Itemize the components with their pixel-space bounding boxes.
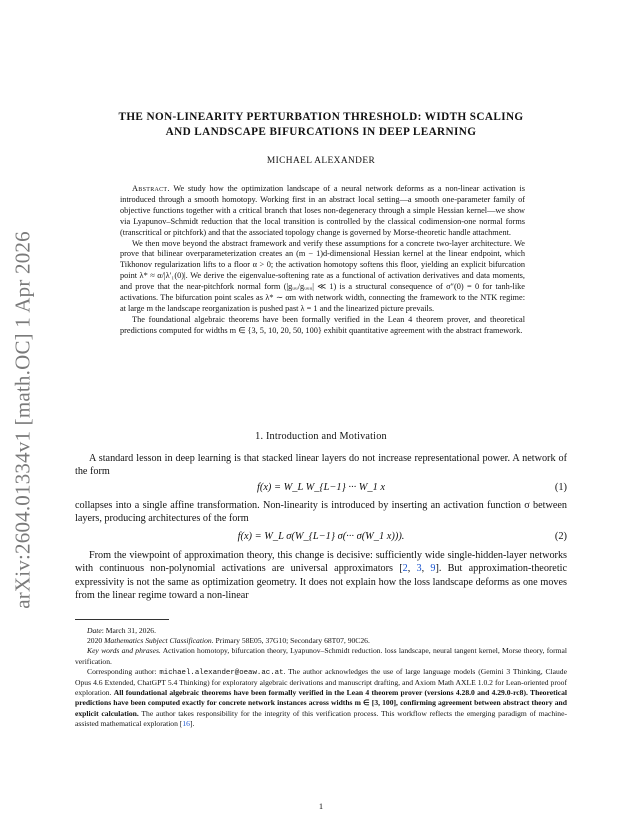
section-heading: 1. Introduction and Motivation (255, 431, 387, 442)
date-label: Date (87, 626, 102, 635)
citation-separator-1: , (407, 563, 417, 575)
author-name: MICHAEL ALEXANDER (266, 156, 376, 166)
footnote-keywords (75, 646, 567, 666)
intro-paragraph-3 (75, 549, 567, 602)
intro-text-3b: ]. But approximation-theoretic expressivity is not the same as optimization geometry. It does not explain how the loss landscape deforms as one moves from the linear regime toward a non-linear (75, 563, 568, 601)
citation-link-9[interactable]: 9 (430, 563, 436, 575)
footnotes (75, 626, 567, 729)
abstract-paragraph-3: The foundational algebraic theorems have been formally verified in the Lean 4 theorem prover, and theoretical predictions computed for widths m ∈ {3, 5, 10, 20, 50, 100} exhibit quantitative agreement with the abstract framework. (120, 314, 525, 335)
msc-label: Mathematics Subject Classification. (104, 636, 214, 646)
abstract-paragraph-1 (120, 184, 525, 239)
abstract (120, 184, 525, 337)
equation-1-expression: f(x) = W_L W_{L−1} ··· W_1 x (256, 482, 386, 493)
intro-text-2: collapses into a single affine transformation. Non-linearity is introduced by inserting an activation function σ between layers, producing architectures of the form (75, 500, 567, 525)
equation-2-expression: f(x) = W_L σ(W_{L−1} σ(··· σ(W_1 x))). (237, 531, 405, 542)
title-line-1: THE NON-LINEARITY PERTURBATION THRESHOLD: WIDTH SCALING (118, 111, 524, 123)
intro-text-1: A standard lesson in deep learning is that stacked linear layers do not increase representational power. A network of the form (75, 453, 567, 478)
intro-paragraph-1 (75, 452, 567, 479)
equation-2-number: (2) (554, 531, 567, 542)
msc-value: Primary 58E05, 37G10; Secondary 68T07, 90C26. (213, 636, 370, 646)
abstract-text-1: We study how the optimization landscape of a neural network deforms as a non-linear activation is introduced through a smooth homotopy. Working first in an abstract local setting—a smooth one-parameter family of objective functions together with a critical branch that loses non-degeneracy through a simple Hessian kernel—we show via Lyapunov–Schmidt reduction that the local transition is controlled by the classical codimension-one normal forms (transcritical or pitchfork) and that the associated topology change is governed by Morse-theoretic handle attachment. (120, 184, 525, 237)
footnote-corresponding (75, 667, 567, 729)
intro-text-3a: From the viewpoint of approximation theory, this change is decisive: sufficiently wide single-hidden-layer networks with continuous non-polynomial activations are universal approximators [ (75, 550, 567, 575)
citation-separator-2: , (421, 563, 431, 575)
intro-paragraph-2 (75, 499, 567, 526)
title-line-2: AND LANDSCAPE BIFURCATIONS IN DEEP LEARNING (165, 126, 477, 138)
author-email-link[interactable]: michael.alexander@oeaw.ac.at (159, 668, 284, 677)
keywords-value: Activation homotopy, bifurcation theory, Lyapunov–Schmidt reduction. loss landscape, neural tangent kernel, Morse theory, formal verification. (75, 646, 567, 666)
page-number: 1 (318, 801, 324, 811)
date-value: : March 31, 2026. (101, 626, 156, 635)
footnote-msc (75, 636, 567, 646)
citation-link-2[interactable]: 2 (402, 563, 408, 575)
msc-prefix: 2020 (87, 636, 105, 646)
abstract-paragraph-2: We then move beyond the abstract framework and verify these assumptions for a concrete two-layer architecture. We prove that bilinear overparameterization creates an (m − 1)d-dimensional Hessian kernel at the linear endpoint, which Tikhonov regularization lifts to a floor α > 0; the activation homotopy softens this floor, yielding an explicit bifurcation point λ* ≈ α/|λ′₁(0)|. We derive the eigenvalue-softening rate as a functional of activation derivatives and data moments, and prove that the near-pitchfork normal form (|gᵤᵤ/gᵤᵤᵤ| ≪ 1) is a structural consequence of σ″(0) = 0 for tanh-like activations. The bifurcation point scales as λ* ∼ αm with network width, connecting the framework to the NTK regime: at large m the landscape reorganization is pushed past λ = 1 and the linearized picture prevails. (120, 238, 525, 313)
verification-statement: All foundational algebraic theorems have been formally verified in the Lean 4 theorem prover (versions 4.28.0 and 4.29.0-rc8). Theoretical predictions have been computed exactly for concrete network instances across widths m ∈ [3, 100], confirming agreement between abstract theory and explicit calculation. (75, 688, 567, 718)
arxiv-identifier: arXiv:2604.01334v1 [math.OC] 1 Apr 2026 (10, 231, 35, 609)
footnote-date (75, 626, 567, 636)
citation-link-16[interactable]: 16 (182, 718, 190, 728)
abstract-label: Abstract. (132, 184, 170, 193)
paper-title (75, 110, 567, 140)
arxiv-sidebar (6, 220, 40, 620)
corresponding-end: ]. (189, 718, 195, 728)
equation-1-number: (1) (554, 482, 567, 493)
footnote-rule (75, 619, 169, 620)
corresponding-prefix: Corresponding author: (87, 666, 160, 676)
corresponding-text: . The author acknowledges the use of large language models (Gemini 3 Thinking, Claude Opus 4.6 Extended, ChatGPT 5.4 Thinking) for exploratory algebraic derivations and manuscript drafting, and Axiom Math AXLE 1.0.2 for Lean-oriented proof exploration. (75, 666, 567, 698)
corresponding-tail: The author takes responsibility for the integrity of this verification process. This workflow reflects the emerging paradigm of machine-assisted mathematical exploration [ (75, 708, 567, 728)
citation-link-3[interactable]: 3 (416, 563, 422, 575)
keywords-label: Key words and phrases. (87, 646, 161, 656)
intro-text-3 (75, 549, 567, 602)
